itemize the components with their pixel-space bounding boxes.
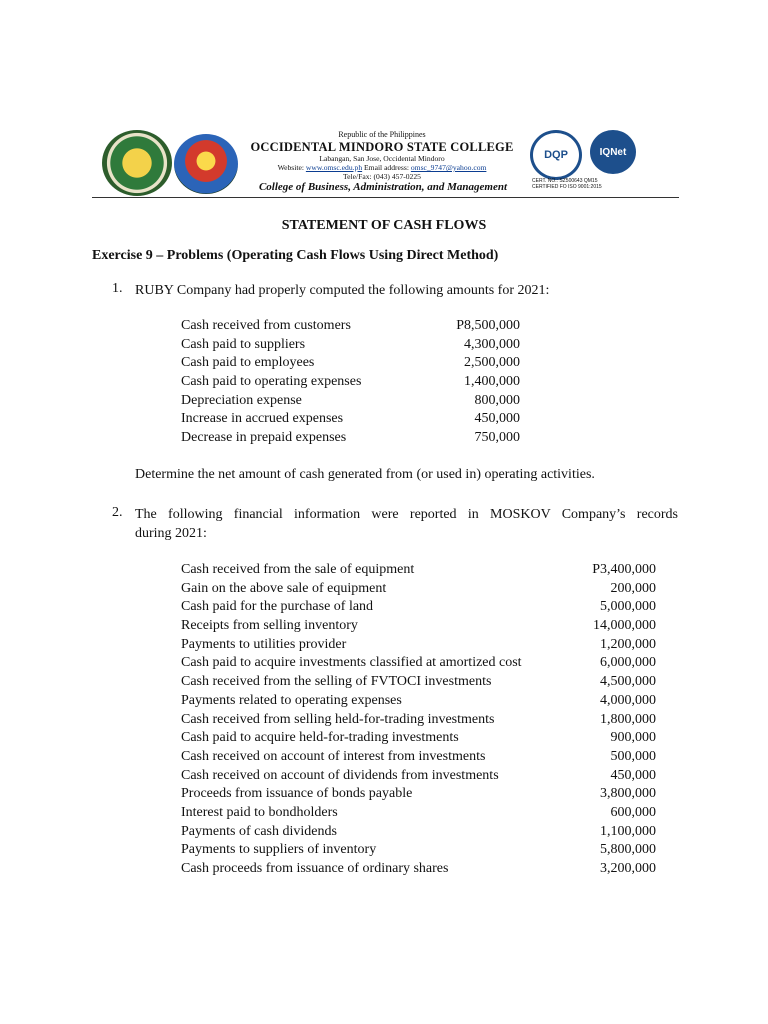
table-row (181, 580, 657, 599)
republic-line: Republic of the Philippines (338, 130, 426, 139)
letterhead (92, 126, 679, 200)
item-label: Cash paid to suppliers (181, 336, 306, 352)
website-label: Website: (277, 163, 304, 172)
table-row (181, 410, 521, 429)
item-amount: 4,000,000 (600, 692, 656, 708)
item-label: Receipts from selling inventory (181, 618, 358, 634)
item-amount: 200,000 (610, 580, 656, 596)
department-name: College of Business, Administration, and Management (258, 181, 508, 193)
table-row (181, 692, 657, 711)
table-row (181, 598, 657, 617)
item-amount: 500,000 (610, 748, 656, 764)
table-row (181, 317, 521, 336)
problem-2-intro-line-2: during 2021: (135, 526, 207, 541)
telfax-line: Tele/Fax: (043) 457-0225 (343, 172, 421, 181)
item-amount: 750,000 (474, 430, 520, 446)
table-row (181, 336, 521, 355)
dqp-certification-logo: DQP (530, 130, 582, 180)
website-link[interactable]: www.omsc.edu.ph (305, 163, 363, 172)
item-amount: 800,000 (474, 392, 520, 408)
table-row (181, 860, 657, 879)
item-amount: 450,000 (610, 767, 656, 783)
item-amount: P3,400,000 (592, 562, 656, 577)
address-line: Labangan, San Jose, Occidental Mindoro (319, 154, 445, 163)
item-amount: P8,500,000 (456, 318, 520, 333)
problem-1-number: 1. (112, 281, 123, 296)
item-amount: 4,300,000 (464, 336, 520, 352)
item-label: Proceeds from issuance of bonds payable (181, 786, 413, 802)
item-label: Payments related to operating expenses (181, 692, 402, 708)
item-label: Cash received from the selling of FVTOCI investments (181, 674, 492, 690)
document-title: STATEMENT OF CASH FLOWS (281, 218, 487, 233)
problem-1-table (181, 317, 521, 448)
letterhead-divider (92, 197, 679, 198)
item-amount: 6,000,000 (600, 655, 656, 671)
item-label: Cash proceeds from issuance of ordinary shares (181, 861, 449, 876)
table-row (181, 767, 657, 786)
college-name: OCCIDENTAL MINDORO STATE COLLEGE (250, 140, 514, 154)
table-row (181, 823, 657, 842)
table-row (181, 711, 657, 730)
iqnet-certification-logo: IQNet (590, 130, 636, 174)
item-label: Gain on the above sale of equipment (181, 580, 387, 596)
table-row (181, 748, 657, 767)
email-label: Email address: (364, 163, 409, 172)
table-row (181, 654, 657, 673)
item-amount: 2,500,000 (464, 355, 520, 371)
item-label: Cash paid to operating expenses (181, 374, 362, 390)
problem-2-table (181, 561, 657, 879)
item-label: Cash paid to employees (181, 355, 315, 371)
table-row (181, 785, 657, 804)
table-row (181, 804, 657, 823)
table-row (181, 729, 657, 748)
problem-1-intro: RUBY Company had properly computed the following amounts for 2021: (135, 283, 550, 298)
item-amount: 1,200,000 (600, 636, 656, 652)
email-link[interactable]: omsc_9747@yahoo.com (410, 163, 487, 172)
item-label: Cash received from selling held-for-trading investments (181, 711, 495, 727)
table-row (181, 392, 521, 411)
item-label: Cash received from the sale of equipment (181, 562, 415, 577)
item-amount: 14,000,000 (593, 618, 656, 634)
table-row (181, 617, 657, 636)
item-label: Payments to utilities provider (181, 636, 347, 652)
item-amount: 1,100,000 (600, 823, 656, 839)
table-row (181, 841, 657, 860)
problem-1-question: Determine the net amount of cash generated from (or used in) operating activities. (135, 467, 595, 482)
table-row (181, 429, 521, 448)
item-label: Decrease in prepaid expenses (181, 430, 347, 446)
certification-text (532, 178, 672, 190)
item-amount: 3,800,000 (600, 786, 656, 802)
item-amount: 1,800,000 (600, 711, 656, 727)
contact-line (242, 163, 522, 172)
table-row (181, 561, 657, 580)
item-label: Cash received on account of dividends from investments (181, 767, 499, 783)
problem-2-intro-line-1: The following financial information were reported in MOSKOV Company’s records (135, 507, 678, 522)
table-row (181, 373, 521, 392)
table-row (181, 673, 657, 692)
table-row (181, 636, 657, 655)
item-label: Cash paid for the purchase of land (181, 599, 374, 615)
college-seal-logo (102, 130, 172, 196)
item-label: Depreciation expense (181, 392, 302, 408)
letterhead-text (242, 130, 522, 181)
item-amount: 5,000,000 (600, 599, 656, 615)
item-amount: 600,000 (610, 804, 656, 820)
item-amount: 4,500,000 (600, 674, 656, 690)
item-label: Cash received on account of interest from investments (181, 748, 486, 764)
item-amount: 450,000 (474, 411, 520, 427)
item-label: Interest paid to bondholders (181, 804, 338, 820)
problem-2-number: 2. (112, 505, 123, 520)
item-label: Cash paid to acquire held-for-trading investments (181, 730, 459, 746)
table-row (181, 354, 521, 373)
item-label: Increase in accrued expenses (181, 411, 344, 427)
item-amount: 5,800,000 (600, 842, 656, 858)
item-amount: 3,200,000 (600, 861, 656, 876)
item-label: Payments of cash dividends (181, 823, 337, 839)
cert-number: CERT. NO.: SZ500643 QM15 (532, 178, 598, 184)
exercise-heading: Exercise 9 – Problems (Operating Cash Flows Using Direct Method) (92, 248, 499, 263)
item-amount: 900,000 (610, 730, 656, 746)
item-amount: 1,400,000 (464, 374, 520, 390)
item-label: Cash received from customers (181, 318, 351, 333)
cert-standard: CERTIFIED FO ISO 9001:2015 (532, 184, 602, 190)
item-label: Payments to suppliers of inventory (181, 842, 377, 858)
item-label: Cash paid to acquire investments classified at amortized cost (181, 655, 522, 671)
